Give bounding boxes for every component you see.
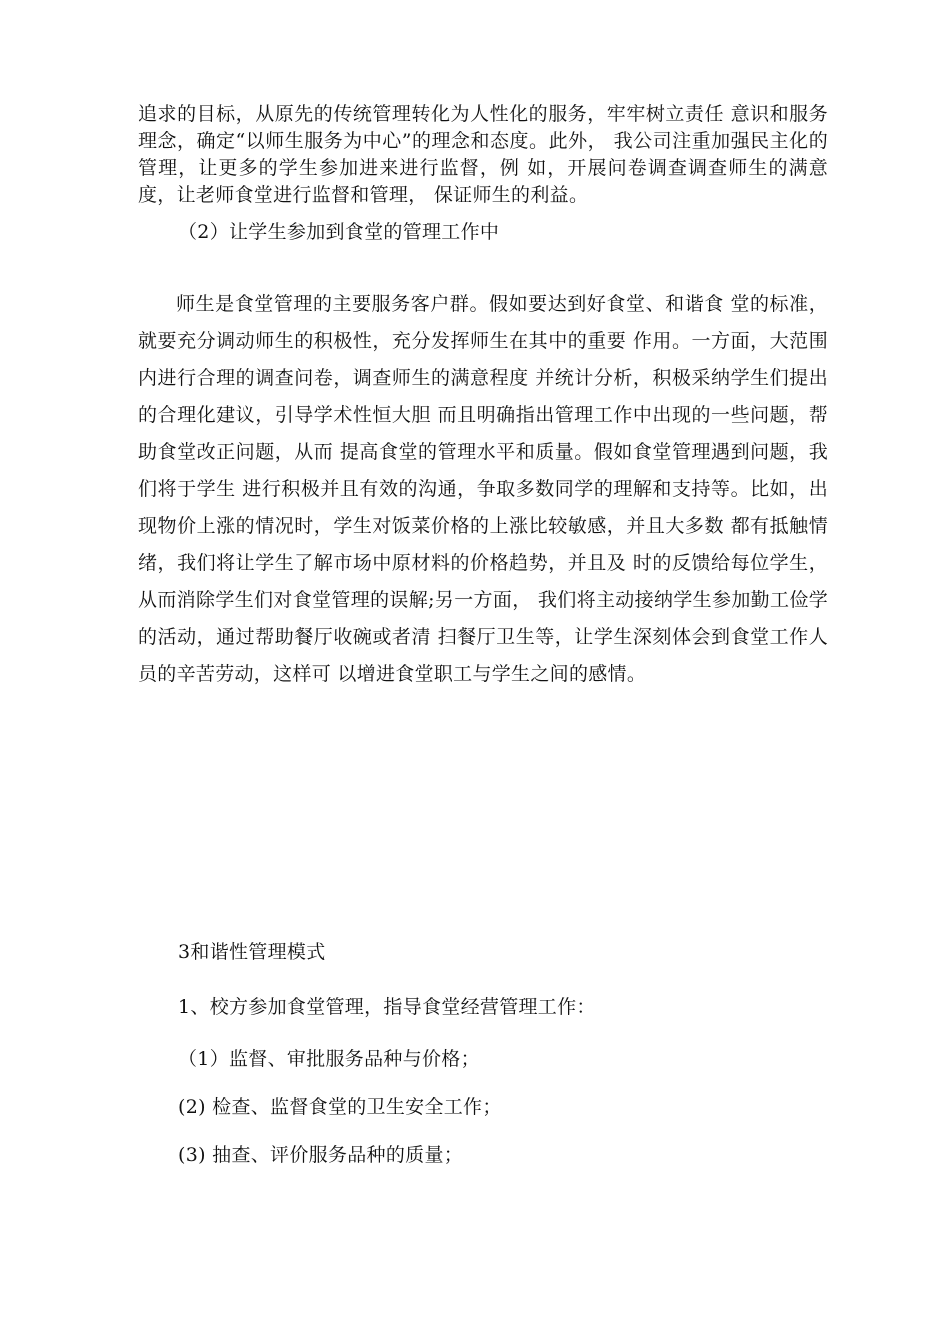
list-item-1: 1、校方参加食堂管理，指导食堂经营管理工作： bbox=[178, 996, 596, 1018]
sub-item-3: (3) 抽查、评价服务品种的质量； bbox=[178, 1144, 464, 1166]
section-heading: 3和谐性管理模式 bbox=[178, 941, 326, 963]
paragraph-main: 师生是食堂管理的主要服务客户群。假如要达到好食堂、和谐食 堂的标准，就要充分调动师生的积极性，充分发挥师生在其中的重要 作用。一方面，大范围内进行合理的调查问卷，调查师生的满意程度 并统计分析，积极采纳学生们提出的合理化建议，引导学术性恒大胆 而且明确指出管理工作中出现的一些问题，帮助食堂改正问题，从而 提高食堂的管理水平和质量。假如食堂管理遇到问题，我们将于学生 进行积极并且有效的沟通，争取多数同学的理解和支持等。比如，出 现物价上涨的情况时，学生对饭菜价格的上涨比较敏感，并且大多数 都有抵触情绪，我们将让学生了解市场中原材料的价格趋势，并且及 时的反馈给每位学生，从而消除学生们对食堂管理的误解;另一方面， 我们将主动接纳学生参加勤工俭学的活动，通过帮助餐厅收碗或者清 扫餐厅卫生等，让学生深刻体会到食堂工作人员的辛苦劳动，这样可 以增进食堂职工与学生之间的感情。 bbox=[138, 293, 828, 685]
sub-item-1: （1）监督、审批服务品种与价格； bbox=[178, 1048, 480, 1070]
subheading-student-participation: （2）让学生参加到食堂的管理工作中 bbox=[178, 221, 500, 243]
paragraph-intro: 追求的目标，从原先的传统管理转化为人性化的服务，牢牢树立责任 意识和服务理念，确定“以师生服务为中心”的理念和态度。此外， 我公司注重加强民主化的管理，让更多的学生参加进来进行监督，例 如，开展问卷调查调查师生的满意度，让老师食堂进行监督和管理， 保证师生的利益。 bbox=[138, 103, 828, 206]
sub-item-2: (2) 检查、监督食堂的卫生安全工作； bbox=[178, 1096, 502, 1118]
